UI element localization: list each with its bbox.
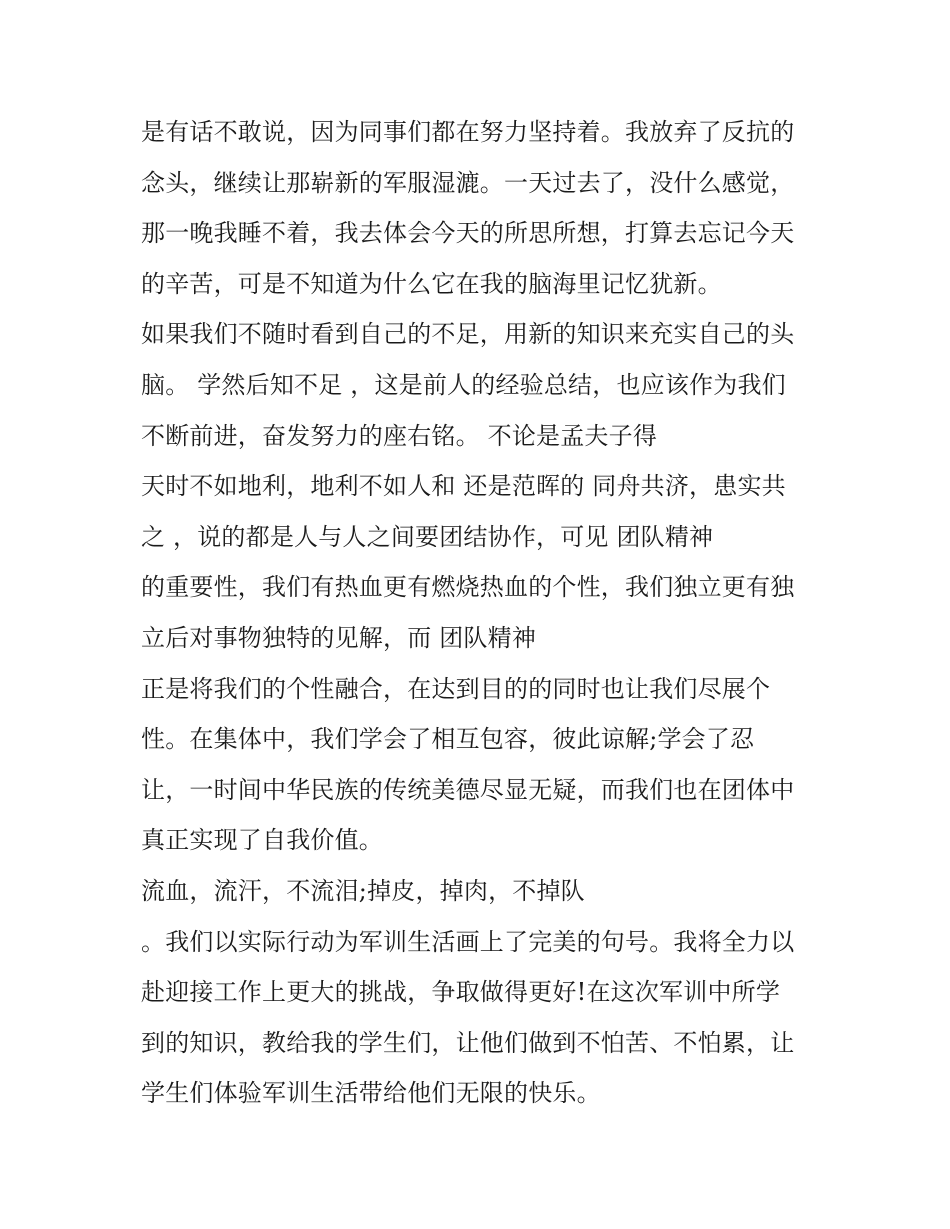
text-line-7: 不断前进，奋发努力的座右铭。 不论是孟夫子得 xyxy=(141,421,658,450)
text-line-5: 如果我们不随时看到自己的不足，用新的知识来充实自己的头 xyxy=(141,320,795,349)
text-line-10: 的重要性，我们有热血更有燃烧热血的个性，我们独立更有独 xyxy=(141,573,795,602)
text-line-8: 天时不如地利，地利不如人和 还是范晖的 同舟共济，患实共 xyxy=(141,472,786,501)
text-line-13: 性。在集体中，我们学会了相互包容，彼此谅解;学会了忍 xyxy=(141,725,755,754)
document-body xyxy=(141,107,831,1119)
text-line-16: 流血，流汗，不流泪;掉皮，掉肉，不掉队 xyxy=(141,876,585,905)
text-line-15: 真正实现了自我价值。 xyxy=(141,826,383,855)
text-line-3: 那一晚我睡不着，我去体会今天的所思所想，打算去忘记今天 xyxy=(141,219,795,248)
text-line-11: 立后对事物独特的见解，而 团队精神 xyxy=(141,623,537,652)
text-line-6: 脑。 学然后知不足 ，这是前人的经验总结，也应该作为我们 xyxy=(141,370,786,399)
text-line-2: 念头，继续让那崭新的军服湿漉。一天过去了，没什么感觉， xyxy=(141,168,795,197)
text-line-19: 到的知识，教给我的学生们，让他们做到不怕苦、不怕累，让 xyxy=(141,1028,795,1057)
text-line-4: 的辛苦，可是不知道为什么它在我的脑海里记忆犹新。 xyxy=(141,269,722,298)
text-line-12: 正是将我们的个性融合，在达到目的的同时也让我们尽展个 xyxy=(141,674,771,703)
text-line-20: 学生们体验军训生活带给他们无限的快乐。 xyxy=(141,1079,601,1108)
text-line-17: 。我们以实际行动为军训生活画上了完美的句号。我将全力以 xyxy=(141,927,795,956)
text-line-1: 是有话不敢说，因为同事们都在努力坚持着。我放弃了反抗的 xyxy=(141,118,795,146)
text-line-14: 让，一时间中华民族的传统美德尽显无疑，而我们也在团体中 xyxy=(141,775,795,804)
text-line-18: 赴迎接工作上更大的挑战，争取做得更好!在这次军训中所学 xyxy=(141,978,781,1007)
text-line-9: 之 ，说的都是人与人之间要团结协作，可见 团队精神 xyxy=(141,522,714,551)
